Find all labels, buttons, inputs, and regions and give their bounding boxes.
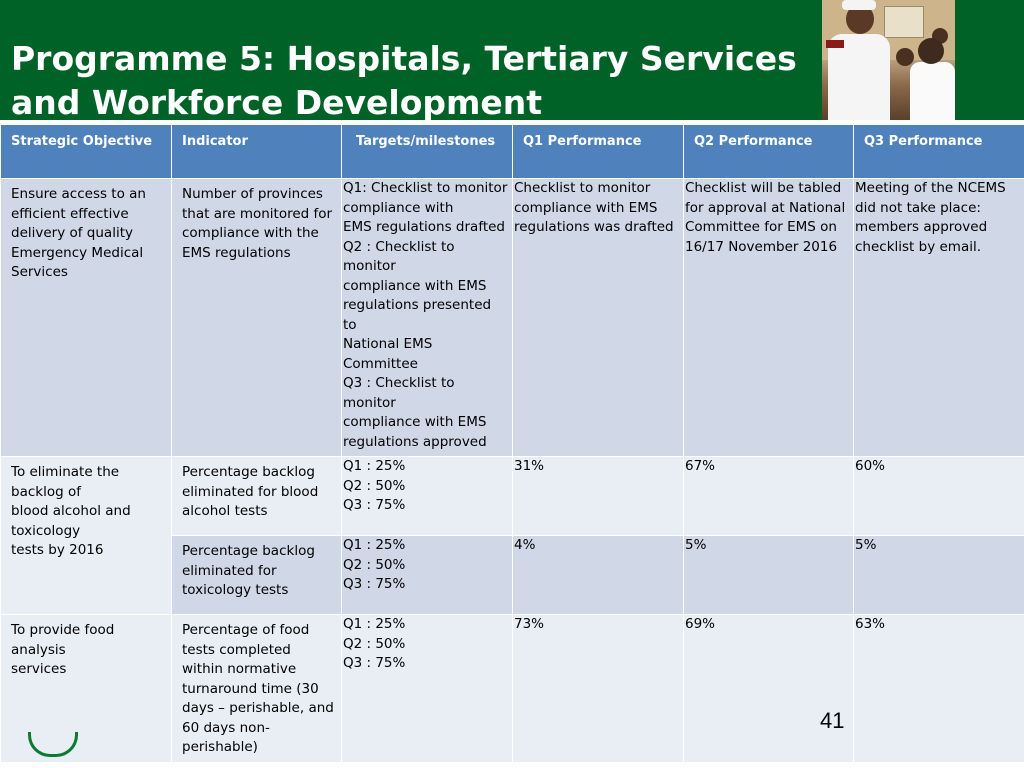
text-line: blood alcohol and	[11, 503, 131, 519]
text-line: did not take place:	[855, 199, 981, 216]
photo-epaulette	[826, 40, 844, 48]
text-line: compliance with the	[182, 225, 319, 241]
text-line: eliminated for	[182, 562, 277, 579]
slide-title	[11, 37, 811, 125]
text-line: Q1 : 25%	[343, 458, 406, 474]
text-line: within normative	[182, 661, 297, 677]
text-line: EMS regulations drafted	[343, 219, 506, 235]
row4-q2: 69%	[684, 615, 854, 763]
table-header-row	[1, 125, 1024, 179]
text-line: Q2 : 50%	[343, 477, 406, 494]
photo-nurse-cap	[842, 0, 876, 10]
text-line: Q3 : 75%	[343, 497, 406, 513]
text-line: toxicology tests	[182, 582, 289, 598]
text-line: regulations presented to	[343, 297, 492, 333]
row3-targets	[342, 536, 513, 615]
row3-q1: 4%	[513, 536, 684, 615]
header-q1-performance: Q1 Performance	[513, 125, 684, 179]
text-line: for approval at National	[685, 199, 846, 216]
row3-indicator	[172, 536, 342, 615]
text-line: National EMS Committee	[343, 336, 433, 372]
text-line: services	[11, 661, 67, 677]
table-row	[1, 457, 1024, 536]
nurse-with-children-photo	[822, 0, 955, 120]
slide-title-line-1: Programme 5: Hospitals, Tertiary Services	[11, 39, 797, 78]
photo-child-head	[918, 38, 944, 64]
text-line: delivery of quality	[11, 225, 133, 241]
text-line: Ensure access to an	[11, 186, 146, 202]
row2-targets	[342, 457, 513, 536]
text-line: Percentage backlog	[182, 543, 315, 559]
text-line: that are monitored for	[182, 205, 333, 222]
photo-child-head-2	[896, 48, 914, 66]
text-line: 60 days non-	[182, 719, 270, 736]
row2-objective	[1, 457, 172, 615]
photo-poster	[884, 6, 924, 38]
row3-q2: 5%	[684, 536, 854, 615]
text-line: compliance with EMS	[343, 414, 487, 430]
performance-table	[0, 124, 1024, 763]
text-line: Q2 : 50%	[343, 635, 406, 652]
text-line: alcohol tests	[182, 503, 268, 519]
header-q2-performance: Q2 Performance	[684, 125, 854, 179]
text-line: compliance with EMS	[514, 199, 658, 216]
text-line: Checklist to monitor	[514, 180, 651, 196]
row3-q3: 5%	[854, 536, 1024, 615]
text-line: EMS regulations	[182, 244, 291, 261]
text-line: tests by 2016	[11, 542, 104, 558]
row1-q3	[854, 179, 1024, 457]
page-number: 41	[820, 708, 845, 733]
text-line: perishable)	[182, 739, 258, 755]
row4-q3: 63%	[854, 615, 1024, 763]
text-line: 16/17 November 2016	[685, 238, 838, 255]
text-line: Q2 : Checklist to monitor	[343, 238, 455, 274]
text-line: Emergency Medical	[11, 244, 144, 261]
header-targets: Targets/milestones	[342, 125, 513, 179]
text-line: Q3 : 75%	[343, 576, 406, 592]
header-strategic-objective: Strategic Objective	[1, 125, 172, 179]
row4-indicator	[172, 615, 342, 763]
text-line: Meeting of the NCEMS	[855, 180, 1006, 196]
row4-targets	[342, 615, 513, 763]
table-row	[1, 615, 1024, 763]
text-line: regulations approved	[343, 433, 487, 450]
row1-q1	[513, 179, 684, 457]
row1-targets	[342, 179, 513, 457]
row1-objective	[1, 179, 172, 457]
row2-q1: 31%	[513, 457, 684, 536]
row2-indicator	[172, 457, 342, 536]
row2-q3: 60%	[854, 457, 1024, 536]
text-line: backlog of	[11, 483, 81, 500]
slide-title-line-2: and Workforce Development	[11, 83, 543, 122]
title-banner	[0, 0, 1024, 120]
row1-indicator	[172, 179, 342, 457]
text-line: turnaround time (30	[182, 680, 319, 697]
table-row	[1, 179, 1024, 457]
text-line: Q1 : 25%	[343, 537, 406, 553]
text-line: days – perishable, and	[182, 700, 334, 716]
text-line: compliance with EMS	[343, 277, 487, 294]
text-line: Percentage backlog	[182, 464, 315, 480]
header-indicator: Indicator	[172, 125, 342, 179]
text-line: Q2 : 50%	[343, 556, 406, 573]
row1-q2	[684, 179, 854, 457]
text-line: tests completed	[182, 641, 291, 658]
text-line: Checklist will be tabled	[685, 180, 842, 196]
text-line: To eliminate the	[11, 464, 120, 480]
text-line: Services	[11, 264, 68, 280]
text-line: Q1: Checklist to monitor	[343, 180, 508, 196]
text-line: toxicology	[11, 522, 81, 539]
text-line: checklist by email.	[855, 238, 982, 255]
text-line: eliminated for blood	[182, 483, 319, 500]
row4-objective	[1, 615, 172, 763]
header-q3-performance: Q3 Performance	[854, 125, 1024, 179]
text-line: Q1 : 25%	[343, 616, 406, 632]
text-line: compliance with	[343, 199, 454, 216]
text-line: regulations was drafted	[514, 219, 674, 235]
text-line: Number of provinces	[182, 186, 323, 202]
text-line: members approved	[855, 219, 988, 235]
photo-child-body	[910, 62, 955, 120]
row4-q1: 73%	[513, 615, 684, 763]
text-line: Percentage of food	[182, 622, 310, 638]
performance-table-wrapper	[0, 124, 1024, 763]
text-line: Committee for EMS on	[685, 219, 837, 235]
text-line: efficient effective	[11, 205, 129, 222]
text-line: analysis	[11, 641, 66, 658]
text-line: Q3 : 75%	[343, 655, 406, 671]
text-line: Q3 : Checklist to monitor	[343, 375, 455, 411]
text-line: To provide food	[11, 622, 115, 638]
row2-q2: 67%	[684, 457, 854, 536]
